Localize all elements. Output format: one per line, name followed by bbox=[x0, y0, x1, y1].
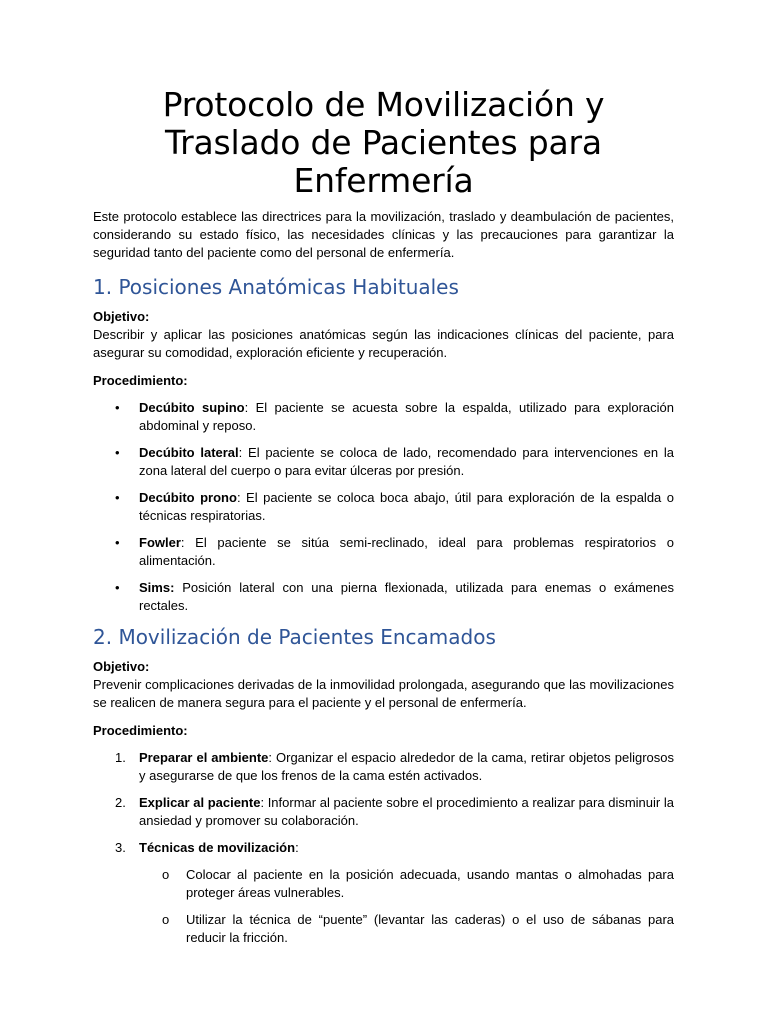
item-term: Técnicas de movilización bbox=[139, 840, 296, 855]
procedure-label: Procedimiento: bbox=[93, 723, 188, 738]
item-text: El paciente se sitúa semi-reclinado, ideal para problemas respiratorios o alimentación. bbox=[139, 535, 674, 568]
item-text: El paciente se acuesta sobre la espalda, utilizado para exploración abdominal y reposo. bbox=[139, 400, 674, 433]
item-text: Informar al paciente sobre el procedimiento a realizar para disminuir la ansiedad y promover su colaboración. bbox=[139, 795, 674, 828]
bullet-icon: • bbox=[115, 490, 120, 505]
sublist-item bbox=[162, 866, 674, 902]
item-sep: : bbox=[244, 400, 249, 415]
step-number: 3. bbox=[115, 840, 126, 855]
section-bedridden bbox=[93, 624, 674, 947]
item-sep: : bbox=[260, 795, 265, 810]
bullet-icon: • bbox=[115, 535, 120, 550]
circle-bullet-icon: o bbox=[162, 867, 170, 882]
item-text: El paciente se coloca boca abajo, útil para exploración de la espalda o técnicas respiratorias. bbox=[139, 490, 675, 523]
intro-paragraph: Este protocolo establece las directrices para la movilización, traslado y deambulación de pacientes, considerando su estado físico, las necesidades clínicas y las precauciones para garantizar la seguridad tanto del paciente como del personal de enfermería. bbox=[93, 209, 674, 260]
bullet-icon: • bbox=[115, 445, 120, 460]
list-item bbox=[115, 489, 675, 525]
bullet-icon: • bbox=[115, 580, 120, 595]
item-text: El paciente se coloca de lado, recomendado para intervenciones en la zona lateral del cuerpo o para evitar úlceras por presión. bbox=[139, 445, 674, 478]
item-sep: : bbox=[268, 750, 273, 765]
sublist-item bbox=[162, 911, 674, 947]
step-number: 2. bbox=[115, 795, 126, 810]
list-item bbox=[115, 839, 674, 857]
item-term: Sims bbox=[139, 580, 171, 595]
section-heading-positions: 1. Posiciones Anatómicas Habituales bbox=[93, 275, 459, 299]
item-term: Decúbito prono bbox=[139, 490, 237, 505]
list-item bbox=[115, 444, 674, 480]
sublist-text: Colocar al paciente en la posición adecuada, usando mantas o almohadas para proteger áreas vulnerables. bbox=[186, 867, 674, 900]
steps-list bbox=[93, 749, 674, 857]
item-sep: : bbox=[236, 490, 241, 505]
item-text: Organizar el espacio alrededor de la cama, retirar objetos peligrosos y asegurarse de que los frenos de la cama estén activados. bbox=[139, 750, 674, 783]
step-number: 1. bbox=[115, 750, 126, 765]
item-term: Fowler bbox=[139, 535, 181, 550]
item-term: Preparar el ambiente bbox=[139, 750, 269, 765]
item-sep: : bbox=[238, 445, 243, 460]
section-positions bbox=[93, 274, 674, 615]
document-title: Protocolo de Movilización y Traslado de Pacientes para Enfermería bbox=[162, 85, 605, 200]
positions-list bbox=[93, 399, 674, 615]
list-item bbox=[115, 534, 674, 570]
item-term: Decúbito supino bbox=[139, 400, 245, 415]
item-term: Decúbito lateral bbox=[139, 445, 239, 460]
list-item bbox=[115, 399, 674, 435]
objective-text: Describir y aplicar las posiciones anatómicas según las indicaciones clínicas del paciente, para asegurar su comodidad, exploración eficiente y recuperación. bbox=[93, 327, 674, 360]
objective-label: Objetivo: bbox=[93, 659, 150, 674]
bullet-icon: • bbox=[115, 400, 120, 415]
procedure-label: Procedimiento: bbox=[93, 373, 188, 388]
item-text: Posición lateral con una pierna flexionada, utilizada para enemas o exámenes rectales. bbox=[139, 580, 674, 613]
item-term: Explicar al paciente bbox=[139, 795, 261, 810]
circle-bullet-icon: o bbox=[162, 912, 170, 927]
list-item bbox=[115, 579, 674, 615]
technique-sublist bbox=[93, 866, 674, 947]
item-sep: : bbox=[295, 840, 299, 855]
objective-label: Objetivo: bbox=[93, 309, 150, 324]
item-sep: : bbox=[180, 535, 185, 550]
objective-text: Prevenir complicaciones derivadas de la inmovilidad prolongada, asegurando que las movilizaciones se realicen de manera segura para el paciente y el personal de enfermería. bbox=[93, 677, 674, 710]
item-sep: : bbox=[170, 580, 175, 595]
list-item bbox=[115, 794, 674, 830]
list-item bbox=[115, 749, 674, 785]
sublist-text: Utilizar la técnica de “puente” (levantar las caderas) o el uso de sábanas para reducir la fricción. bbox=[186, 912, 674, 945]
section-heading-bedridden: 2. Movilización de Pacientes Encamados bbox=[93, 625, 496, 649]
